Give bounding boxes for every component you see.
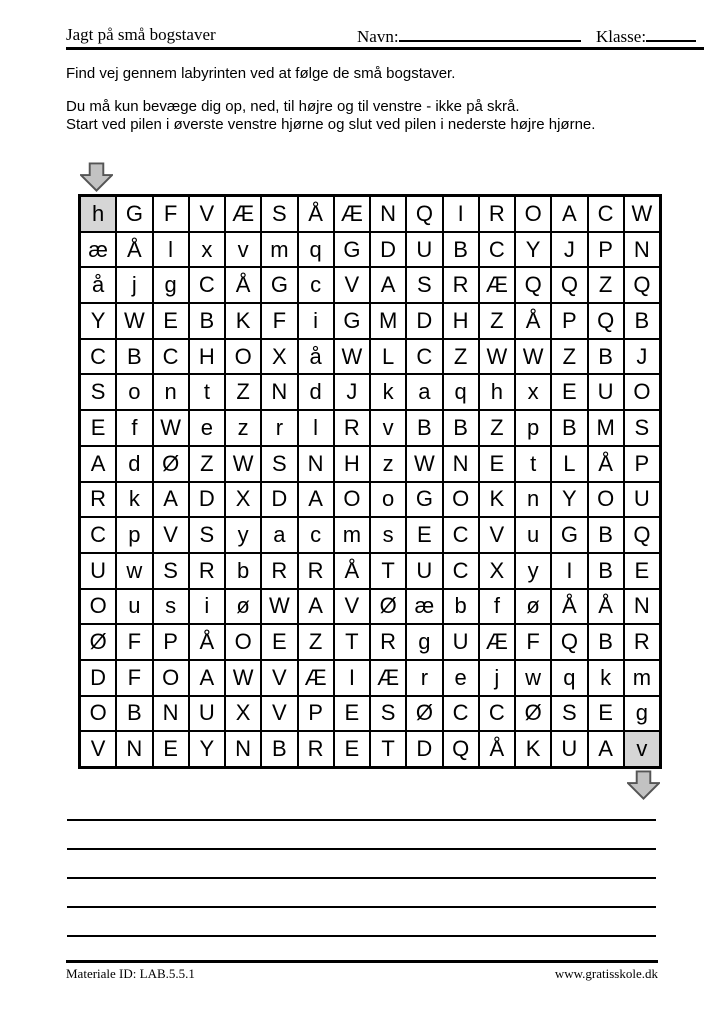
grid-cell: E [81,411,115,445]
grid-cell: l [154,233,188,267]
grid-cell: Y [552,483,586,517]
grid-cell: h [81,197,115,231]
grid-cell: z [226,411,260,445]
grid-cell: x [190,233,224,267]
grid-cell: y [226,518,260,552]
grid-cell: T [371,554,405,588]
grid-cell: V [262,697,296,731]
grid-cell: j [117,268,151,302]
grid-cell: B [589,554,623,588]
grid-cell: E [154,304,188,338]
grid-cell: H [335,447,369,481]
grid-cell: f [117,411,151,445]
grid-cell: D [407,732,441,766]
grid-cell: v [226,233,260,267]
grid-cell: Å [480,732,514,766]
grid-cell: W [625,197,659,231]
grid-cell: t [516,447,550,481]
grid-cell: Z [589,268,623,302]
grid-cell: V [81,732,115,766]
grid-cell: r [262,411,296,445]
grid-cell: U [444,625,478,659]
grid-cell: Z [552,340,586,374]
grid-cell: P [589,233,623,267]
grid-cell: L [371,340,405,374]
grid-cell: N [444,447,478,481]
grid-cell: h [480,375,514,409]
grid-cell: V [335,268,369,302]
grid-cell: z [371,447,405,481]
grid-cell: B [589,518,623,552]
grid-cell: e [190,411,224,445]
grid-cell: C [444,554,478,588]
answer-lines [67,819,656,964]
grid-cell: U [407,554,441,588]
grid-cell: P [299,697,333,731]
answer-line [67,819,656,821]
grid-cell: S [154,554,188,588]
grid-cell: E [480,447,514,481]
grid-cell: w [117,554,151,588]
grid-cell: P [154,625,188,659]
grid-cell: G [552,518,586,552]
grid-cell: R [262,554,296,588]
grid-cell: P [625,447,659,481]
grid-cell: Å [190,625,224,659]
grid-cell: C [154,340,188,374]
grid-cell: Å [552,590,586,624]
grid-cell: Z [444,340,478,374]
grid-cell: X [480,554,514,588]
grid-cell: B [444,233,478,267]
grid-cell: H [444,304,478,338]
grid-cell: R [625,625,659,659]
grid-cell: Q [625,518,659,552]
grid-cell: Æ [480,268,514,302]
grid-cell: N [625,233,659,267]
grid-cell: J [552,233,586,267]
grid-cell: ø [226,590,260,624]
grid-cell: R [299,554,333,588]
grid-cell: U [190,697,224,731]
grid-cell: B [552,411,586,445]
grid-cell: o [371,483,405,517]
grid-cell: R [444,268,478,302]
grid-cell: Q [407,197,441,231]
grid-cell: p [117,518,151,552]
grid-cell: K [516,732,550,766]
grid-cell: N [262,375,296,409]
class-field [596,25,696,47]
grid-cell: V [480,518,514,552]
grid-cell: B [190,304,224,338]
grid-cell: Q [625,268,659,302]
grid-cell: q [299,233,333,267]
grid-cell: E [589,697,623,731]
grid-cell: D [407,304,441,338]
grid-cell: F [516,625,550,659]
grid-cell: Z [480,304,514,338]
grid-cell: Y [190,732,224,766]
grid-cell: R [480,197,514,231]
grid-cell: a [262,518,296,552]
grid-cell: s [154,590,188,624]
instruction-line-3: Start ved pilen i øverste venstre hjørne og slut ved pilen i nederste højre hjørne. [66,116,596,133]
grid-cell: C [81,340,115,374]
grid-cell: Z [226,375,260,409]
grid-cell: Ø [516,697,550,731]
grid-cell: O [444,483,478,517]
grid-cell: r [407,661,441,695]
grid-cell: Ø [371,590,405,624]
header-divider [66,47,704,50]
grid-cell: t [190,375,224,409]
grid-cell: J [625,340,659,374]
grid-cell: P [552,304,586,338]
grid-cell: Æ [226,197,260,231]
grid-cell: i [190,590,224,624]
grid-cell: N [117,732,151,766]
grid-cell: D [190,483,224,517]
grid-cell: A [552,197,586,231]
grid-cell: E [154,732,188,766]
grid-cell: o [117,375,151,409]
grid-cell: V [154,518,188,552]
grid-cell: W [516,340,550,374]
grid-cell: Q [589,304,623,338]
grid-cell: Å [117,233,151,267]
grid-cell: G [117,197,151,231]
grid-cell: Q [516,268,550,302]
grid-cell: D [371,233,405,267]
grid-cell: g [154,268,188,302]
grid-cell: Z [299,625,333,659]
grid-cell: T [335,625,369,659]
grid-cell: A [589,732,623,766]
grid-cell: Z [190,447,224,481]
grid-cell: E [262,625,296,659]
grid-cell: I [335,661,369,695]
grid-cell: j [480,661,514,695]
grid-cell: O [226,340,260,374]
grid-cell: s [371,518,405,552]
grid-cell: a [407,375,441,409]
name-blank-line [399,25,581,42]
grid-cell: M [589,411,623,445]
grid-cell: B [625,304,659,338]
grid-cell: M [371,304,405,338]
grid-cell: F [262,304,296,338]
grid-cell: d [117,447,151,481]
grid-cell: I [444,197,478,231]
grid-cell: O [589,483,623,517]
grid-cell: Ø [81,625,115,659]
grid-cell: y [516,554,550,588]
grid-cell: Z [480,411,514,445]
grid-cell: V [262,661,296,695]
grid-cell: Å [589,590,623,624]
grid-cell: O [335,483,369,517]
answer-line [67,848,656,850]
grid-cell: G [335,304,369,338]
grid-cell: B [117,340,151,374]
grid-cell: E [552,375,586,409]
grid-cell: c [299,268,333,302]
grid-cell: X [226,697,260,731]
grid-cell: N [299,447,333,481]
grid-cell: p [516,411,550,445]
grid-cell: f [480,590,514,624]
grid-cell: g [625,697,659,731]
grid-cell: Q [552,625,586,659]
grid-cell: Ø [154,447,188,481]
grid-cell: I [552,554,586,588]
grid-cell: W [226,447,260,481]
grid-cell: G [335,233,369,267]
grid-cell: O [625,375,659,409]
grid-cell: U [407,233,441,267]
grid-cell: S [190,518,224,552]
grid-cell: n [154,375,188,409]
grid-cell: Æ [335,197,369,231]
grid-cell: C [480,697,514,731]
grid-cell: m [262,233,296,267]
grid-cell: N [625,590,659,624]
grid-cell: K [226,304,260,338]
letter-grid [78,194,662,769]
grid-cell: å [299,340,333,374]
grid-cell: N [154,697,188,731]
grid-cell: B [589,625,623,659]
grid-cell: F [154,197,188,231]
grid-cell: U [81,554,115,588]
grid-cell: B [262,732,296,766]
grid-cell: l [299,411,333,445]
grid-cell: u [516,518,550,552]
material-id: Materiale ID: LAB.5.5.1 [66,966,195,981]
grid-cell: A [299,590,333,624]
grid-cell: S [81,375,115,409]
grid-cell: g [407,625,441,659]
grid-cell: Y [81,304,115,338]
grid-cell: D [81,661,115,695]
grid-cell: C [589,197,623,231]
grid-cell: C [190,268,224,302]
grid-cell: Æ [299,661,333,695]
grid-cell: u [117,590,151,624]
grid-cell: k [371,375,405,409]
grid-cell: m [625,661,659,695]
end-down-arrow-icon [627,770,660,800]
grid-cell: ø [516,590,550,624]
grid-cell: C [444,697,478,731]
grid-cell: D [262,483,296,517]
class-label: Klasse: [596,27,647,46]
grid-cell: U [552,732,586,766]
grid-cell: B [444,411,478,445]
grid-cell: O [81,697,115,731]
grid-cell: Æ [371,661,405,695]
grid-cell: A [81,447,115,481]
grid-cell: A [190,661,224,695]
grid-cell: R [371,625,405,659]
grid-cell: W [480,340,514,374]
grid-cell: V [335,590,369,624]
grid-cell: n [516,483,550,517]
grid-cell: W [335,340,369,374]
grid-cell: S [262,447,296,481]
grid-cell: R [81,483,115,517]
instruction-line-2: Du må kun bevæge dig op, ned, til højre og til venstre - ikke på skrå. [66,98,520,115]
grid-cell: Æ [480,625,514,659]
grid-cell: L [552,447,586,481]
grid-cell: e [444,661,478,695]
grid-cell: S [552,697,586,731]
grid-cell: O [226,625,260,659]
grid-cell: F [117,661,151,695]
grid-cell: W [117,304,151,338]
grid-cell: R [299,732,333,766]
grid-cell: S [262,197,296,231]
grid-cell: O [81,590,115,624]
grid-cell: G [407,483,441,517]
grid-cell: N [371,197,405,231]
grid-cell: C [407,340,441,374]
grid-cell: R [190,554,224,588]
grid-cell: B [407,411,441,445]
grid-cell: Å [299,197,333,231]
grid-cell: å [81,268,115,302]
grid-cell: C [444,518,478,552]
grid-cell: A [299,483,333,517]
answer-line [67,906,656,908]
grid-cell: S [371,697,405,731]
grid-cell: C [81,518,115,552]
grid-cell: Q [552,268,586,302]
grid-cell: æ [81,233,115,267]
grid-cell: A [371,268,405,302]
grid-cell: N [226,732,260,766]
grid-cell: Å [226,268,260,302]
grid-cell: O [154,661,188,695]
grid-cell: Å [516,304,550,338]
grid-cell: c [299,518,333,552]
grid-cell: K [480,483,514,517]
grid-cell: C [480,233,514,267]
grid-cell: J [335,375,369,409]
grid-cell: T [371,732,405,766]
name-label: Navn: [357,27,399,46]
grid-cell: V [190,197,224,231]
grid-cell: E [335,732,369,766]
grid-cell: U [625,483,659,517]
grid-cell: w [516,661,550,695]
start-down-arrow-icon [80,162,113,192]
grid-cell: A [154,483,188,517]
class-blank-line [646,25,696,42]
grid-cell: W [154,411,188,445]
grid-cell: R [335,411,369,445]
grid-cell: d [299,375,333,409]
page-title: Jagt på små bogstaver [66,25,216,44]
grid-cell: æ [407,590,441,624]
grid-cell: F [117,625,151,659]
grid-cell: W [226,661,260,695]
grid-cell: v [371,411,405,445]
grid-cell: X [226,483,260,517]
grid-cell: X [262,340,296,374]
answer-line [67,877,656,879]
grid-cell: b [226,554,260,588]
grid-cell: Q [444,732,478,766]
grid-cell: b [444,590,478,624]
grid-cell: m [335,518,369,552]
grid-cell: O [516,197,550,231]
grid-cell: v [625,732,659,766]
grid-cell: S [625,411,659,445]
grid-cell: k [117,483,151,517]
answer-line [67,935,656,937]
grid-cell: x [516,375,550,409]
grid-cell: E [625,554,659,588]
grid-cell: W [407,447,441,481]
grid-cell: W [262,590,296,624]
grid-cell: q [444,375,478,409]
footer-divider [66,960,658,963]
grid-cell: Å [335,554,369,588]
grid-cell: G [262,268,296,302]
grid-cell: B [117,697,151,731]
name-field [357,25,581,47]
grid-cell: Y [516,233,550,267]
grid-cell: H [190,340,224,374]
grid-cell: U [589,375,623,409]
grid-cell: E [335,697,369,731]
website-url: www.gratisskole.dk [554,966,658,981]
grid-cell: E [407,518,441,552]
grid-cell: S [407,268,441,302]
grid-cell: B [589,340,623,374]
grid-cell: Ø [407,697,441,731]
instruction-line-1: Find vej gennem labyrinten ved at følge de små bogstaver. [66,65,456,82]
grid-cell: k [589,661,623,695]
grid-cell: Å [589,447,623,481]
grid-cell: q [552,661,586,695]
grid-cell: i [299,304,333,338]
